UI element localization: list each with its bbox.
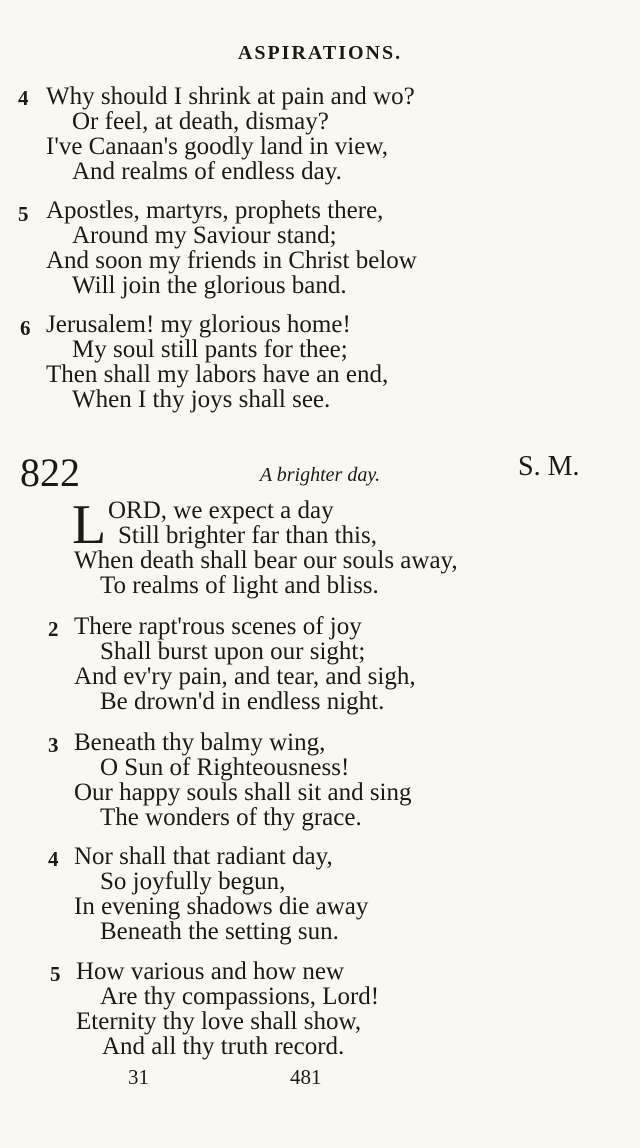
hymn-number: 822 [20,450,80,495]
verse-line: Our happy souls shall sit and sing [74,779,412,806]
verse-line: Are thy compassions, Lord! [100,983,380,1010]
hymn-title: A brighter day. [259,464,381,486]
drop-cap: L [72,494,107,556]
verse-line: I've Canaan's goodly land in view, [46,133,389,160]
verse-number: 3 [48,733,59,757]
verse-line: Will join the glorious band. [72,272,347,299]
verse-line: And all thy truth record. [102,1033,345,1060]
verse-line: Nor shall that radiant day, [74,843,333,870]
verse-number: 2 [48,617,59,641]
verse-line: Then shall my labors have an end, [46,361,389,388]
running-head: ASPIRATIONS. [237,42,403,64]
verse-line: Beneath thy balmy wing, [74,729,326,756]
signature-mark: 31 [128,1065,149,1089]
verse-line: The wonders of thy grace. [100,804,362,831]
verse-line: Jerusalem! my glorious home! [46,311,351,338]
verse-line: When death shall bear our souls away, [74,547,458,574]
verse-line: So joyfully begun, [100,868,286,895]
verse-line: When I thy joys shall see. [72,386,331,413]
verse-line: ORD, we expect a day [108,497,334,524]
verse-line: Be drown'd in endless night. [100,688,385,715]
verse-number: 4 [18,86,29,110]
verse-number: 6 [20,316,31,340]
verse-line: To realms of light and bliss. [100,572,379,599]
verse-line: In evening shadows die away [74,893,369,920]
verse-number: 5 [50,962,61,986]
verse-line: How various and how new [76,958,345,985]
verse-line: Shall burst upon our sight; [100,638,366,665]
verse-line: Eternity thy love shall show, [76,1008,362,1035]
verse-line: My soul still pants for thee; [72,336,348,363]
verse-line: And ev'ry pain, and tear, and sigh, [74,663,416,690]
verse-line: And soon my friends in Christ below [46,247,417,274]
verse-line: Why should I shrink at pain and wo? [46,83,415,110]
page-number: 481 [290,1065,322,1089]
verse-number: 5 [18,202,29,226]
verse-line: O Sun of Righteousness! [100,754,350,781]
verse-line: And realms of endless day. [72,158,342,185]
hymn-meter: S. M. [518,451,580,482]
verse-line: Apostles, martyrs, prophets there, [46,197,384,224]
verse-line: Or feel, at death, dismay? [72,108,329,135]
verse-line: There rapt'rous scenes of joy [74,613,362,640]
verse-line: Still brighter far than this, [118,522,377,549]
verse-number: 4 [48,847,59,871]
verse-line: Around my Saviour stand; [72,222,337,249]
verse-line: Beneath the setting sun. [100,918,339,945]
